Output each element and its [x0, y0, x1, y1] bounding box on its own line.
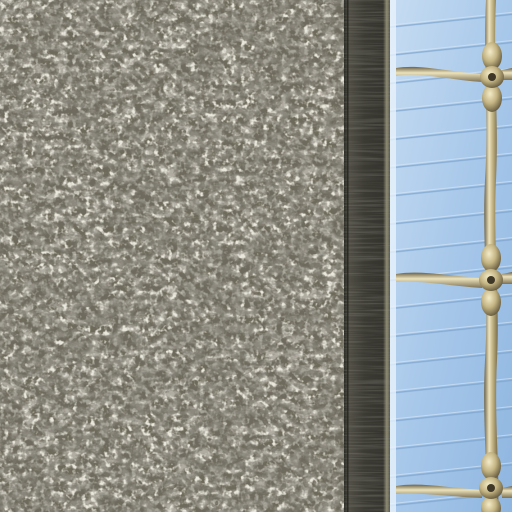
window-pane — [390, 0, 512, 512]
grille-ornament — [480, 42, 504, 112]
grille-ornament — [479, 452, 503, 512]
grille-ornament — [479, 244, 503, 316]
window-frame-strip — [344, 0, 390, 512]
